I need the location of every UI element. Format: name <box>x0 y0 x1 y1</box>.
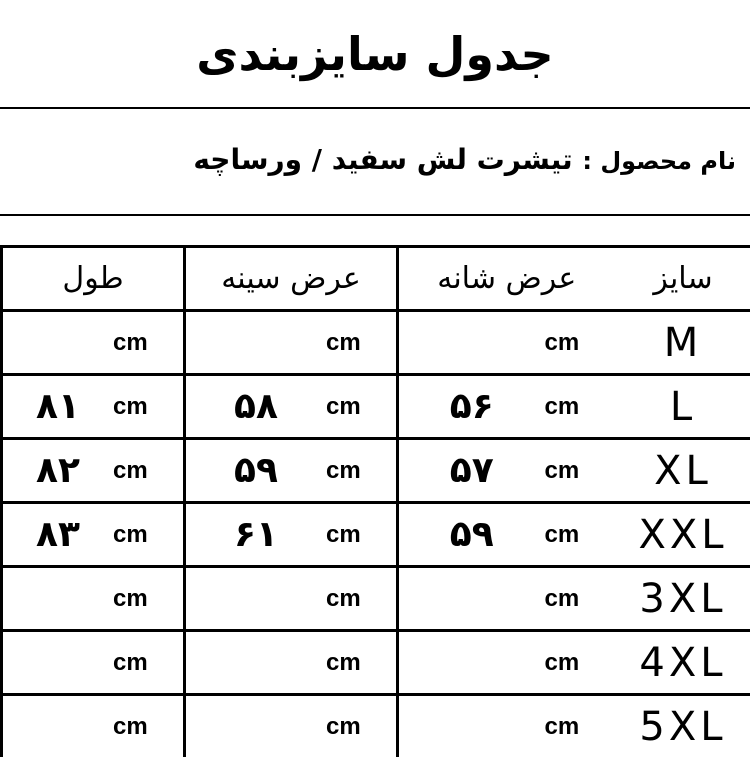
cell-content <box>3 696 183 757</box>
cell-length <box>2 439 185 503</box>
unit-label: cm <box>545 521 615 549</box>
cell-length <box>2 375 185 439</box>
size-label: XXL <box>615 503 750 567</box>
divider-middle <box>0 214 750 216</box>
cell-shoulder <box>398 439 615 503</box>
unit-label: cm <box>326 393 396 421</box>
length-value: ۸۲ <box>3 450 113 491</box>
unit-label: cm <box>545 585 615 613</box>
unit-label: cm <box>545 649 615 677</box>
table-header-row <box>2 247 750 311</box>
cell-chest <box>185 439 398 503</box>
unit-label: cm <box>326 649 396 677</box>
cell-shoulder <box>398 311 615 375</box>
cell-length <box>2 503 185 567</box>
cell-content <box>186 632 396 693</box>
cell-content <box>399 632 615 693</box>
header-size: سایز <box>615 247 750 311</box>
unit-label: cm <box>113 393 183 421</box>
size-label: M <box>615 311 750 375</box>
cell-chest <box>185 567 398 631</box>
size-label: L <box>615 375 750 439</box>
cell-content <box>186 568 396 629</box>
divider-top <box>0 107 750 109</box>
unit-label: cm <box>545 457 615 485</box>
table-row <box>2 439 750 503</box>
cell-content <box>399 376 615 437</box>
unit-label: cm <box>326 585 396 613</box>
shoulder-value: ۵۹ <box>399 514 545 555</box>
shoulder-value: ۵۷ <box>399 450 545 491</box>
product-name: تیشرت لش سفید / ورساچه <box>193 143 572 176</box>
chest-value: ۵۸ <box>186 386 326 427</box>
cell-content <box>3 632 183 693</box>
cell-content <box>186 696 396 757</box>
size-label: 4XL <box>615 631 750 695</box>
cell-shoulder <box>398 695 615 757</box>
table-row <box>2 503 750 567</box>
cell-content <box>3 376 183 437</box>
shoulder-value: ۵۶ <box>399 386 545 427</box>
cell-content <box>399 568 615 629</box>
cell-chest <box>185 375 398 439</box>
cell-content <box>399 440 615 501</box>
header-chest-width: عرض سینه <box>185 247 398 311</box>
cell-content <box>3 504 183 565</box>
unit-label: cm <box>326 521 396 549</box>
page-title: جدول سایزبندی <box>0 22 750 86</box>
cell-chest <box>185 311 398 375</box>
unit-label: cm <box>113 457 183 485</box>
table-row <box>2 311 750 375</box>
table-row <box>2 567 750 631</box>
chest-value: ۶۱ <box>186 514 326 555</box>
product-label: نام محصول : <box>582 147 736 175</box>
cell-content <box>186 440 396 501</box>
size-label: 3XL <box>615 567 750 631</box>
cell-shoulder <box>398 567 615 631</box>
product-line <box>16 140 736 181</box>
cell-content <box>399 504 615 565</box>
unit-label: cm <box>113 713 183 741</box>
cell-chest <box>185 631 398 695</box>
unit-label: cm <box>113 329 183 357</box>
cell-content <box>3 440 183 501</box>
cell-length <box>2 311 185 375</box>
cell-content <box>3 568 183 629</box>
cell-shoulder <box>398 375 615 439</box>
cell-content <box>186 312 396 373</box>
chest-value: ۵۹ <box>186 450 326 491</box>
unit-label: cm <box>113 585 183 613</box>
cell-content <box>3 312 183 373</box>
size-table <box>0 245 750 757</box>
table-row <box>2 631 750 695</box>
unit-label: cm <box>545 393 615 421</box>
unit-label: cm <box>113 649 183 677</box>
cell-content <box>399 312 615 373</box>
cell-length <box>2 567 185 631</box>
cell-content <box>186 376 396 437</box>
cell-shoulder <box>398 631 615 695</box>
size-label: XL <box>615 439 750 503</box>
cell-chest <box>185 695 398 757</box>
cell-length <box>2 695 185 757</box>
size-label: 5XL <box>615 695 750 757</box>
unit-label: cm <box>545 329 615 357</box>
length-value: ۸۳ <box>3 514 113 555</box>
cell-content <box>399 696 615 757</box>
header-length: طول <box>2 247 185 311</box>
cell-chest <box>185 503 398 567</box>
unit-label: cm <box>113 521 183 549</box>
unit-label: cm <box>326 457 396 485</box>
length-value: ۸۱ <box>3 386 113 427</box>
unit-label: cm <box>326 713 396 741</box>
unit-label: cm <box>545 713 615 741</box>
table-row <box>2 695 750 757</box>
header-shoulder-width: عرض شانه <box>398 247 615 311</box>
cell-shoulder <box>398 503 615 567</box>
table-row <box>2 375 750 439</box>
cell-content <box>186 504 396 565</box>
unit-label: cm <box>326 329 396 357</box>
cell-length <box>2 631 185 695</box>
